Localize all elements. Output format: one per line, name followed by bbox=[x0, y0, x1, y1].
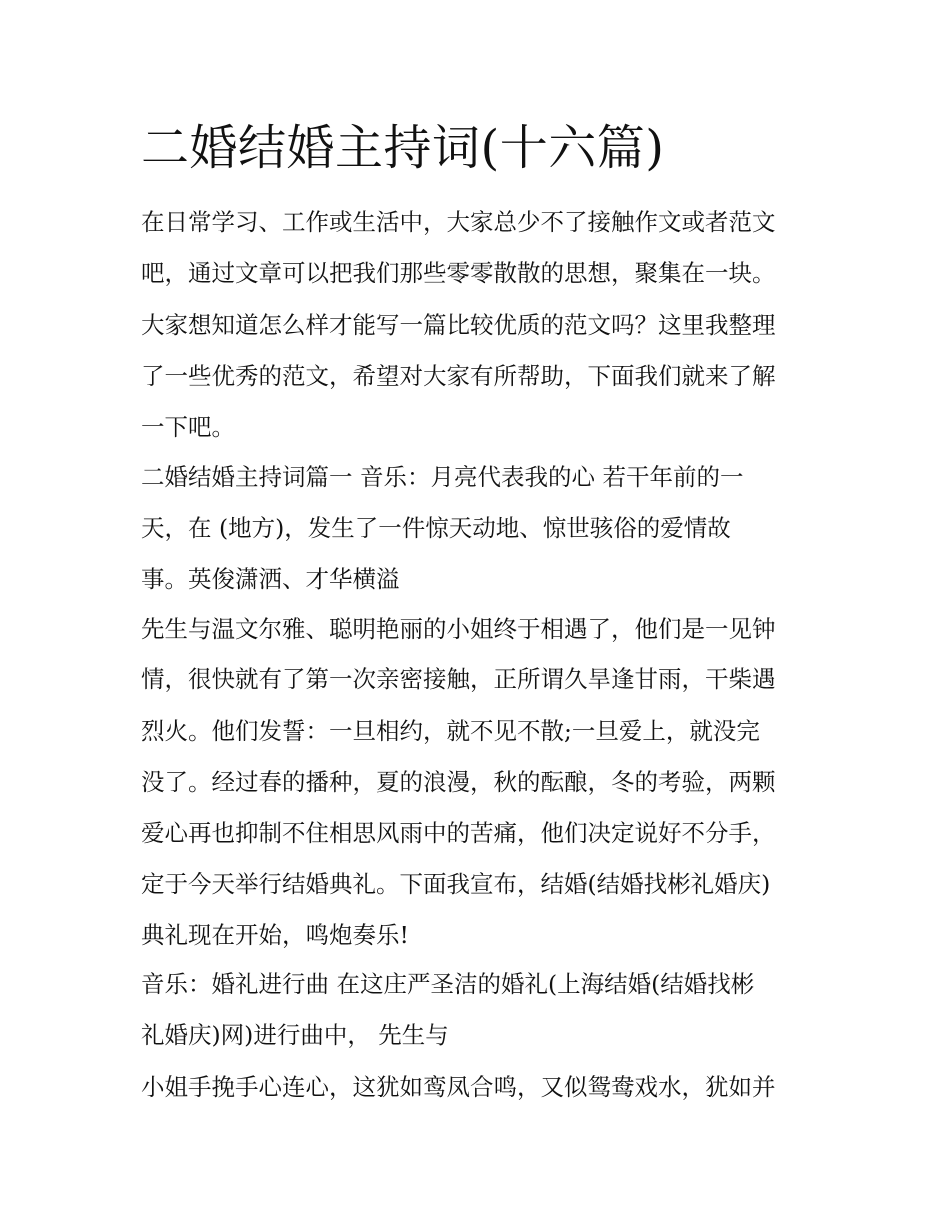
paragraph-line: 大家想知道怎么样才能写一篇比较优质的范文吗？这里我整理 bbox=[141, 311, 776, 339]
paragraph-line: 事。英俊潇洒、才华横溢 bbox=[141, 565, 400, 593]
paragraph-line: 天，在 (地方)，发生了一件惊天动地、惊世骇俗的爱情故 bbox=[141, 514, 731, 542]
paragraph-line: 典礼现在开始，鸣炮奏乐! bbox=[141, 921, 409, 949]
paragraph-line: 烈火。他们发誓：一旦相约，就不见不散;一旦爱上，就没完 bbox=[141, 717, 760, 745]
paragraph-line: 吧，通过文章可以把我们那些零零散散的思想，聚集在一块。 bbox=[141, 259, 776, 287]
paragraph-line: 定于今天举行结婚典礼。下面我宣布，结婚(结婚找彬礼婚庆) bbox=[141, 870, 771, 898]
paragraph-line: 礼婚庆)网)进行曲中， 先生与 bbox=[141, 1021, 449, 1049]
paragraph-line: 了一些优秀的范文，希望对大家有所帮助，下面我们就来了解 bbox=[141, 362, 776, 390]
paragraph-line: 没了。经过春的播种，夏的浪漫，秋的酝酿，冬的考验，两颗 bbox=[141, 768, 776, 796]
paragraph-line: 情，很快就有了第一次亲密接触，正所谓久旱逢甘雨，干柴遇 bbox=[141, 665, 776, 693]
paragraph-line: 二婚结婚主持词篇一 音乐：月亮代表我的心 若干年前的一 bbox=[141, 463, 744, 491]
paragraph-line: 先生与温文尔雅、聪明艳丽的小姐终于相遇了，他们是一见钟 bbox=[141, 615, 776, 643]
document-title: 二婚结婚主持词(十六篇) bbox=[141, 120, 665, 176]
paragraph-line: 音乐：婚礼进行曲 在这庄严圣洁的婚礼(上海结婚(结婚找彬 bbox=[141, 970, 755, 998]
paragraph-line: 爱心再也抑制不住相思风雨中的苦痛，他们决定说好不分手， bbox=[141, 819, 776, 847]
paragraph-line: 小姐手挽手心连心，这犹如鸾凤合鸣，又似鸳鸯戏水，犹如并 bbox=[141, 1073, 776, 1101]
paragraph-line: 在日常学习、工作或生活中，大家总少不了接触作文或者范文 bbox=[141, 208, 776, 236]
paragraph-line: 一下吧。 bbox=[141, 413, 235, 441]
